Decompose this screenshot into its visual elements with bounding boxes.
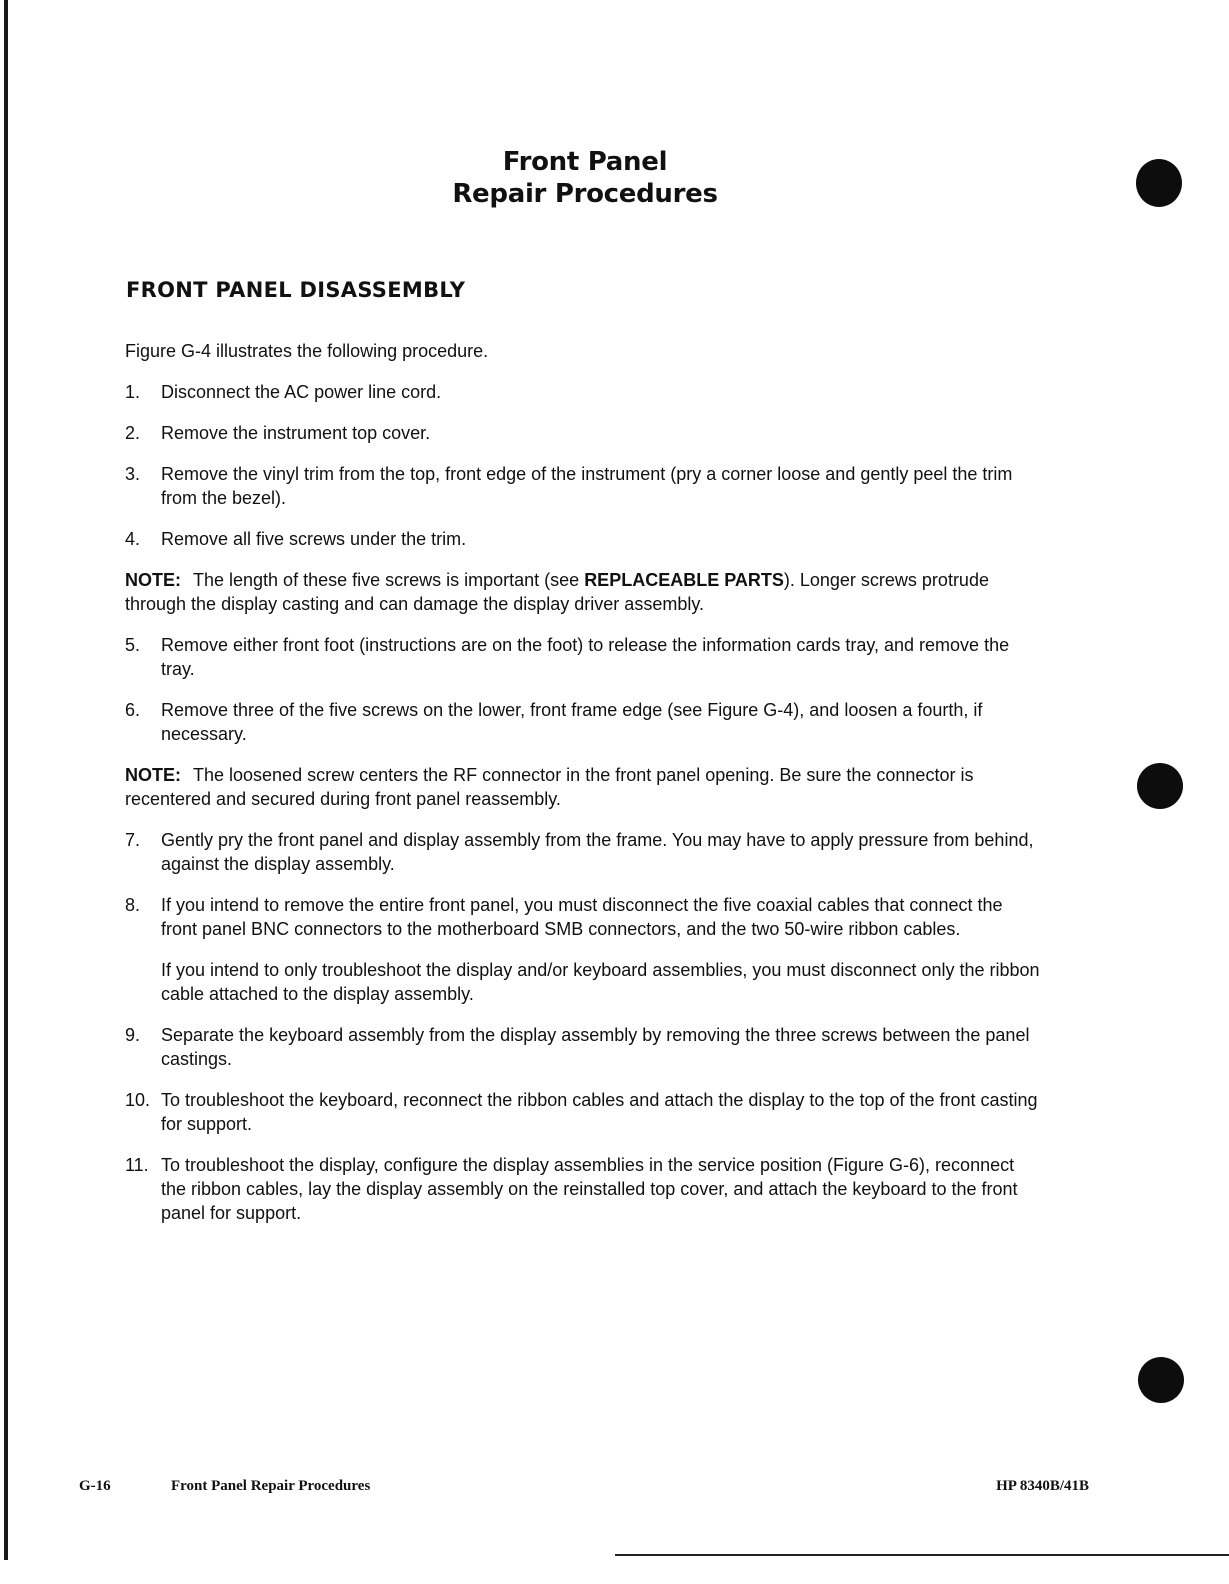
note-label: NOTE: <box>125 765 181 785</box>
step-9 <box>125 1023 1042 1071</box>
page-title <box>0 146 1170 210</box>
page-title-line-1: Front Panel <box>502 147 668 177</box>
note-text-before: The length of these five screws is important (see <box>193 570 585 590</box>
footer-model-number: HP 8340B/41B <box>996 1478 1089 1494</box>
binder-hole-middle <box>1137 763 1183 809</box>
step-number: 7. <box>125 830 141 850</box>
step-number: 5. <box>125 635 141 655</box>
step-5 <box>125 633 1042 681</box>
step-7 <box>125 828 1042 876</box>
step-number: 4. <box>125 529 141 549</box>
step-number: 2. <box>125 423 141 443</box>
step-number: 3. <box>125 464 141 484</box>
step-number: 10. <box>125 1090 151 1110</box>
intro-text: Figure G-4 illustrates the following procedure. <box>125 341 489 361</box>
step-text: Remove three of the five screws on the lower, front frame edge (see Figure G-4), and loosen a fourth, if necessary. <box>161 700 983 744</box>
step-number: 6. <box>125 700 141 720</box>
step-number: 9. <box>125 1025 141 1045</box>
binder-hole-bottom <box>1138 1357 1184 1403</box>
step-text-group <box>161 893 1042 1006</box>
step-number: 8. <box>125 895 141 915</box>
step-2 <box>125 421 1042 445</box>
section-heading: FRONT PANEL DISASSEMBLY <box>126 278 466 302</box>
step-3 <box>125 462 1042 510</box>
step-text: Gently pry the front panel and display assembly from the frame. You may have to apply pressure from behind, against the display assembly. <box>161 830 1034 874</box>
step-11 <box>125 1153 1042 1225</box>
step-text: Separate the keyboard assembly from the display assembly by removing the three screws between the panel castings. <box>161 1025 1030 1069</box>
step-text: To troubleshoot the display, configure the display assemblies in the service position (Figure G-6), reconnect the ribbon cables, lay the display assembly on the reinstalled top cover, and attach the keyboard to the front panel for support. <box>161 1155 1018 1223</box>
step-1 <box>125 380 1042 404</box>
step-4 <box>125 527 1042 551</box>
note-label: NOTE: <box>125 570 181 590</box>
step-number: 1. <box>125 382 141 402</box>
step-number: 11. <box>125 1155 149 1175</box>
step-text: To troubleshoot the keyboard, reconnect the ribbon cables and attach the display to the top of the front casting for support. <box>161 1090 1038 1134</box>
footer-page-number: G-16 <box>79 1478 111 1494</box>
footer-section-title: Front Panel Repair Procedures <box>171 1478 371 1494</box>
page-title-line-2: Repair Procedures <box>452 179 718 209</box>
note-text-after: ). Longer screws protrude through the display casting and can damage the display driver assembly. <box>125 570 989 614</box>
step-text-continued: If you intend to only troubleshoot the display and/or keyboard assemblies, you must disconnect only the ribbon cable attached to the display assembly. <box>161 960 1040 1004</box>
step-text: Remove the instrument top cover. <box>161 423 431 443</box>
procedure-body <box>125 339 1042 1242</box>
bottom-edge-rule <box>615 1554 1229 1556</box>
step-text: Remove either front foot (instructions are on the foot) to release the information cards tray, and remove the tray. <box>161 635 1010 679</box>
step-10 <box>125 1088 1042 1136</box>
note-rf-connector <box>125 763 1042 811</box>
note-emphasis: REPLACEABLE PARTS <box>584 570 784 590</box>
step-6 <box>125 698 1042 746</box>
step-8 <box>125 893 1042 1006</box>
step-text: Remove all five screws under the trim. <box>161 529 467 549</box>
step-text: Remove the vinyl trim from the top, front edge of the instrument (pry a corner loose and gently peel the trim from the bezel). <box>161 464 1013 508</box>
note-screw-length <box>125 568 1042 616</box>
step-text: If you intend to remove the entire front panel, you must disconnect the five coaxial cables that connect the front panel BNC connectors to the motherboard SMB connectors, and the two 50-wire ribbon cables. <box>161 895 1003 939</box>
step-text: Disconnect the AC power line cord. <box>161 382 442 402</box>
page-left-edge <box>4 0 8 1560</box>
note-text: The loosened screw centers the RF connector in the front panel opening. Be sure the connector is recentered and secured during front panel reassembly. <box>125 765 974 809</box>
